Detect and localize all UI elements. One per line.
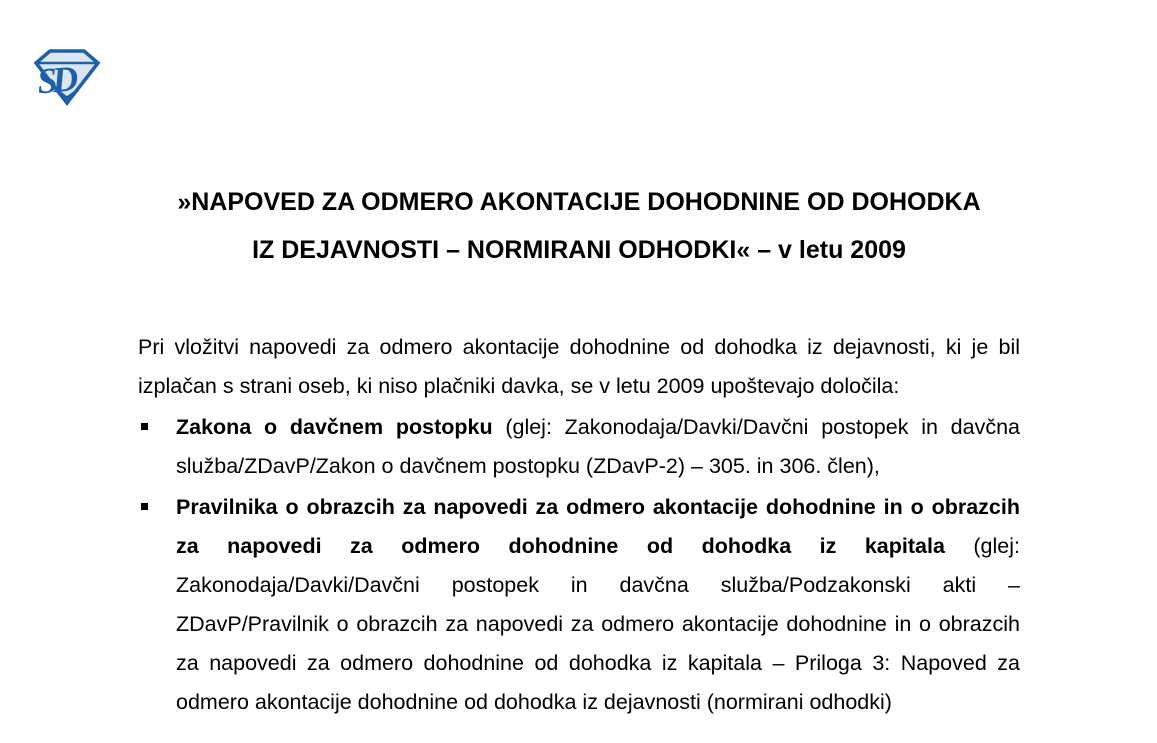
intro-paragraph: Pri vložitvi napovedi za odmero akontacije dohodnine od dohodka iz dejavnosti, ki je bil izplačan s strani oseb, ki niso plačniki davka, se v letu 2009 upoštevajo določila:: [138, 335, 1020, 398]
bullet-square-icon: [141, 423, 148, 430]
bullet-text: [176, 415, 1020, 478]
bullet-bold-text: Zakona o davčnem postopku: [176, 415, 493, 439]
bullet-rest-text: (glej: Zakonodaja/Davki/Davčni postopek in davčna služba/Podzakonski akti – ZDavP/Pravilnik o obrazcih za napovedi za odmero akontacije dohodnine in o obrazcih za napovedi za odmero dohodnine od dohodka iz kapitala – Priloga 3: Napoved za odmero akontacije dohodnine od dohodka iz dejavnosti (normirani odhodki): [176, 534, 1020, 714]
bullet-list: [138, 408, 1020, 722]
gem-icon: [33, 48, 101, 106]
list-item-zdavp: [138, 408, 1020, 486]
document-title: [138, 178, 1020, 274]
logo-letters: SD: [35, 58, 75, 102]
title-line-1: »NAPOVED ZA ODMERO AKONTACIJE DOHODNINE OD DOHODKA: [177, 188, 981, 216]
bullet-square-icon: [141, 503, 148, 510]
sd-logo: [33, 48, 101, 106]
bullet-text: [176, 495, 1020, 714]
title-line-2: IZ DEJAVNOSTI – NORMIRANI ODHODKI« – v letu 2009: [252, 236, 906, 264]
document-content: [138, 0, 1020, 722]
bullet-rest-text: (glej: Zakonodaja/Davki/Davčni postopek in davčna služba/ZDavP/Zakon o davčnem postopku (ZDavP-2) – 305. in 306. člen),: [176, 415, 1021, 478]
bullet-bold-text: Pravilnika o obrazcih za napovedi za odmero akontacije dohodnine in o obrazcih za napovedi za odmero dohodnine od dohodka iz kapitala: [176, 495, 1020, 558]
list-item-pravilnik: [138, 488, 1020, 722]
